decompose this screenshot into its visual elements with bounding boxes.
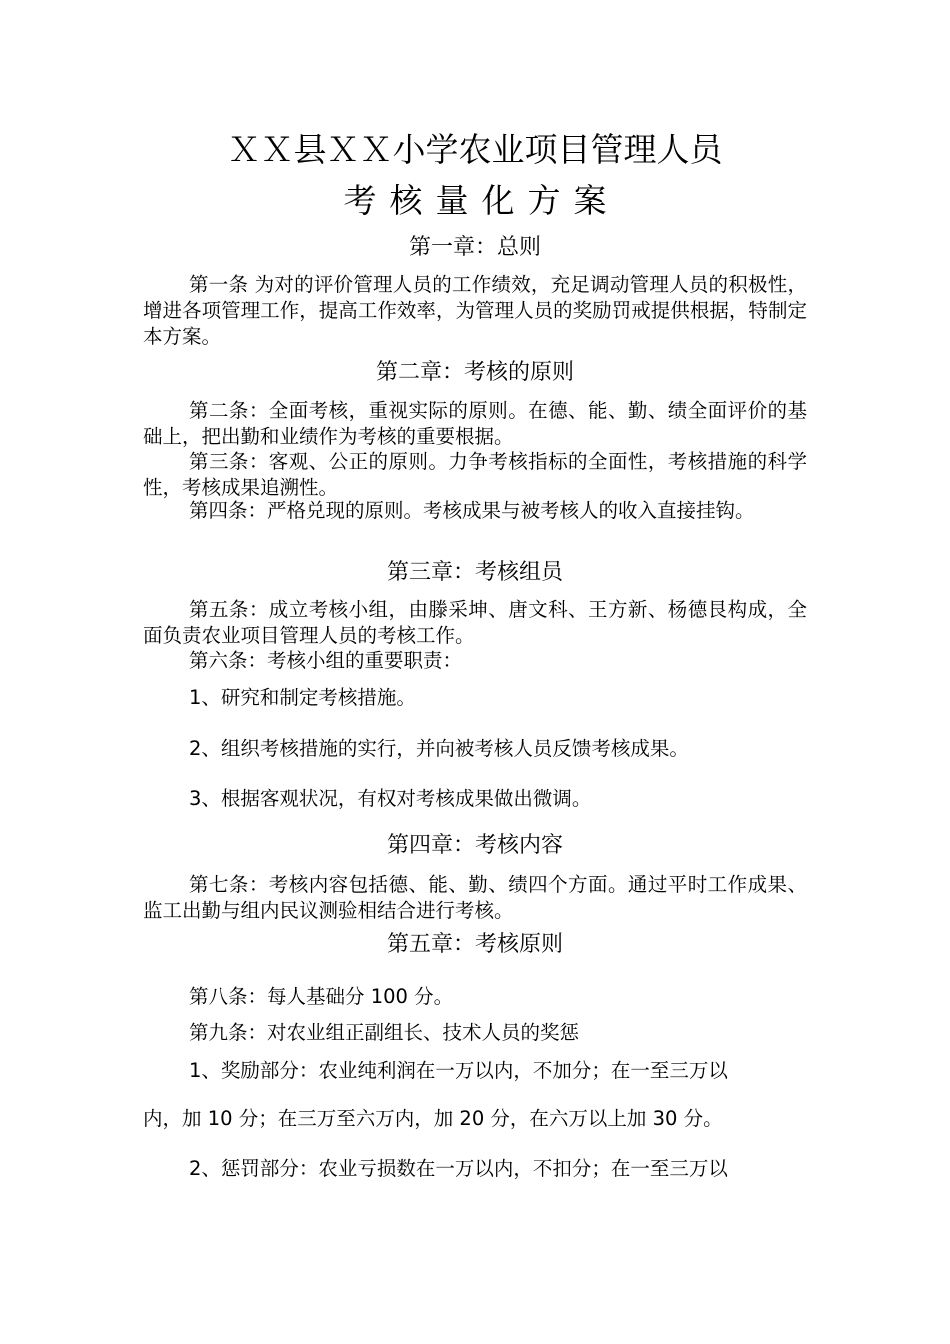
chapter5-heading: 第五章：考核原则 [386, 932, 563, 957]
chapter4-heading: 第四章：考核内容 [386, 833, 563, 858]
duty3-line: 3、根据客观状况，有权对考核成果做出微调。 [189, 787, 592, 810]
article6-line: 第六条：考核小组的重要职责： [189, 649, 463, 672]
article1-paragraph: 第一条 为对的评价管理人员的工作绩效，充足调动管理人员的积极性，增进各项管理工作，提高工作效率，为管理人员的奖励罚戒提供根据，特制定本方案。 [143, 273, 807, 348]
duty2-line: 2、组织考核措施的实行，并向被考核人员反馈考核成果。 [189, 737, 689, 760]
article7-paragraph: 第七条：考核内容包括德、能、勤、绩四个方面。通过平时工作成果、监工出勤与组内民议测验相结合进行考核。 [143, 873, 807, 922]
duty1-line: 1、研究和制定考核措施。 [189, 686, 416, 709]
article2-paragraph: 第二条：全面考核，重视实际的原则。在德、能、勤、绩全面评价的基础上，把出勤和业绩作为考核的重要根据。 [143, 399, 807, 448]
article4-paragraph: 第四条：严格兑现的原则。考核成果与被考核人的收入直接挂钩。 [189, 499, 755, 522]
doc-title-line2: 考核量化方案 [343, 181, 620, 220]
penalty-line1: 2、惩罚部分：农业亏损数在一万以内，不扣分；在一至三万以 [189, 1157, 728, 1180]
chapter3-heading: 第三章：考核组员 [386, 560, 563, 585]
doc-title-line1: ＸＸ县ＸＸ小学农业项目管理人员 [227, 130, 723, 169]
chapter2-heading: 第二章：考核的原则 [375, 360, 574, 385]
article3-paragraph: 第三条：客观、公正的原则。力争考核指标的全面性，考核措施的科学性，考核成果追溯性。 [143, 450, 807, 499]
article8-line: 第八条：每人基础分 100 分。 [189, 985, 454, 1008]
reward-line2: 内，加 10 分；在三万至六万内，加 20 分，在六万以上加 30 分。 [143, 1107, 723, 1130]
article9-line: 第九条：对农业组正副组长、技术人员的奖惩 [189, 1021, 580, 1044]
chapter1-heading: 第一章：总则 [408, 235, 541, 260]
reward-line1: 1、奖励部分：农业纯利润在一万以内，不加分；在一至三万以 [189, 1059, 728, 1082]
article5-paragraph: 第五条：成立考核小组，由滕采坤、唐文科、王方新、杨德艮构成，全面负责农业项目管理人员的考核工作。 [143, 598, 807, 647]
